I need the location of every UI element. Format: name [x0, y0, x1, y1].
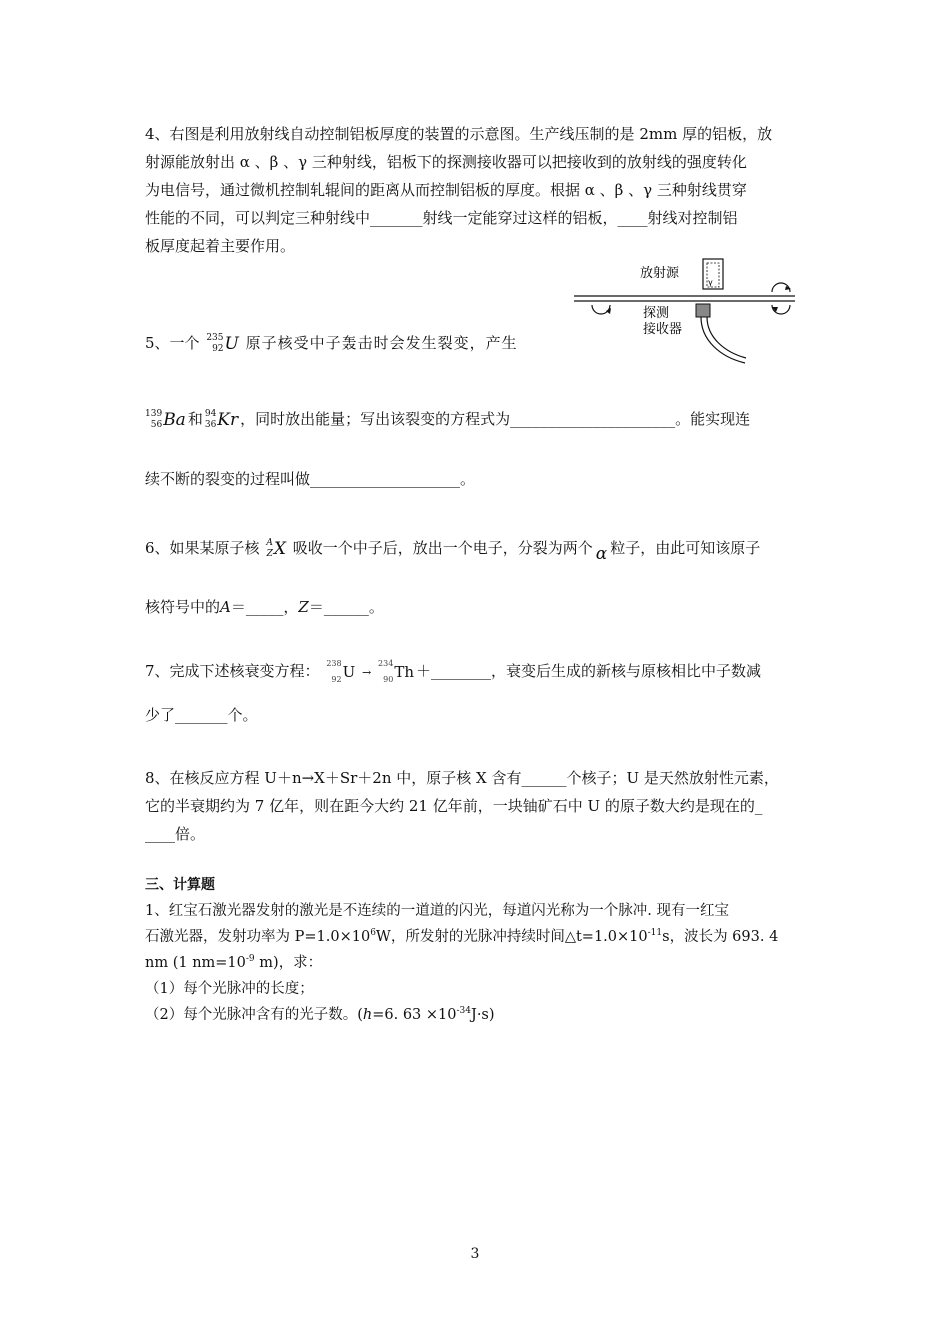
element-symbol: X [273, 539, 286, 559]
exponent: -9 [245, 954, 255, 965]
q5-text: 原子核受中子轰击时会发生裂变，产生 [245, 334, 518, 352]
mass-number: 235 [206, 333, 224, 343]
question-7-line1 [145, 656, 810, 688]
svg-text:γ: γ [708, 278, 713, 287]
q7-text: ＋________，衰变后生成的新核与原核相比中子数减 [416, 662, 762, 680]
calc-text: （2）每个光脉冲含有的光子数。( [145, 1007, 363, 1023]
atomic-number: 36 [204, 420, 217, 430]
element-symbol: Th [394, 663, 414, 681]
atomic-number: 92 [331, 675, 342, 684]
q4-line: 4、右图是利用放射线自动控制铝板厚度的装置的示意图。生产线压制的是 2mm 厚的铝板，放 [145, 125, 773, 143]
calc-text: =6. 63 ×10 [372, 1007, 457, 1023]
question-5-line1 [145, 330, 810, 357]
nuclide-x [266, 536, 286, 562]
calc-text: 石激光器，发射功率为 P=1.0×10 [145, 929, 371, 945]
variable-a: A [220, 598, 231, 616]
atomic-number: Z [266, 549, 273, 559]
q5-prefix: 5、一个 [145, 334, 200, 352]
q4-line: 射源能放射出 α 、β 、γ 三种射线，铝板下的探测接收器可以把接收到的放射线的强度转化 [145, 153, 747, 171]
atomic-number: 92 [212, 344, 224, 354]
conjunction: 和 [187, 410, 203, 428]
q6-text: 吸收一个中子后，放出一个电子，分裂为两个 [292, 539, 593, 557]
calc-text: m)，求： [254, 955, 323, 971]
krypton-nuclide [205, 407, 238, 433]
mass-number: 139 [145, 409, 163, 419]
element-symbol: U [342, 663, 356, 681]
variable-z: Z [298, 598, 309, 616]
sub-question-2 [145, 1002, 810, 1028]
roller-right-bottom-icon [772, 305, 790, 314]
uranium-238-nuclide [326, 656, 355, 688]
q4-line: 板厚度起着主要作用。 [145, 237, 296, 255]
q6-blank-z: ＝______。 [308, 598, 384, 616]
q4-line: 为电信号，通过微机控制轧辊间的距离从而控制铝板的厚度。根据 α 、β 、γ 三种射线贯穿 [145, 181, 747, 199]
q5-text: ，同时放出能量；写出该裂变的方程式为______________________。能实现连 [240, 410, 751, 428]
q8-line: 它的半衰期约为 7 亿年，则在距今大约 21 亿年前，一块铀矿石中 U 的原子数大约是现在的_ [145, 797, 763, 815]
mass-number: 238 [326, 659, 342, 668]
reaction-arrow: → [362, 666, 372, 679]
atomic-number: 56 [150, 420, 163, 430]
detector-box-icon [696, 304, 710, 317]
planck-symbol: h [362, 1007, 373, 1023]
calc-text: W，所发射的光脉冲持续时间△t=1.0×10 [375, 929, 648, 945]
q6-text: 核符号中的 [145, 598, 221, 616]
q6-text: 粒子，由此可知该原子 [610, 539, 761, 557]
question-6-line2 [145, 594, 810, 620]
page-number: 3 [470, 1246, 480, 1262]
q6-prefix: 6、如果某原子核 [145, 539, 260, 557]
barium-nuclide [145, 407, 186, 433]
mass-number: A [266, 538, 273, 548]
calc-line: 1、红宝石激光器发射的激光是不连续的一道道的闪光，每道闪光称为一个脉冲. 现有一红宝 [145, 903, 729, 919]
element-symbol: Ba [163, 410, 186, 430]
calc-line [145, 950, 810, 976]
q8-line: ____倍。 [145, 825, 206, 843]
alpha-symbol: α [595, 544, 608, 564]
uranium-235-nuclide [206, 331, 239, 357]
exponent: -11 [647, 928, 663, 939]
q4-line: 性能的不同，可以判定三种射线中_______射线一定能穿过这样的铝板，____射线对控制铝 [145, 209, 738, 227]
sub-question-1: （1）每个光脉冲的长度； [145, 981, 314, 997]
question-5-line3: 续不断的裂变的过程叫做____________________。 [145, 470, 476, 488]
element-symbol: U [224, 334, 239, 354]
calc-text: J·s) [471, 1007, 495, 1023]
q6-blank-a: ＝_____， [230, 598, 299, 616]
section-heading: 三、计算题 [145, 877, 215, 893]
thorium-234-nuclide [378, 656, 414, 688]
mass-number: 94 [204, 409, 217, 419]
source-label: 放射源 [640, 265, 680, 280]
q7-prefix: 7、完成下述核衰变方程： [145, 662, 320, 680]
question-4 [145, 120, 810, 260]
question-7-line2: 少了_______个。 [145, 706, 258, 724]
question-6-line1 [145, 535, 810, 562]
roller-left-icon [592, 305, 611, 314]
q8-line: 8、在核反应方程 U＋n→X＋Sr＋2n 中，原子核 X 含有______个核子；U 是天然放射性元素， [145, 769, 779, 787]
calc-line [145, 924, 810, 950]
detector-label: 接收器 [643, 321, 683, 336]
radiation-source-icon [703, 259, 723, 289]
calc-question-1 [145, 898, 810, 1028]
thickness-control-diagram [570, 255, 800, 375]
roller-right-top-icon [772, 283, 791, 292]
mass-number: 234 [378, 659, 394, 668]
question-5-line2 [145, 406, 810, 433]
exponent: -34 [456, 1006, 471, 1017]
exponent: 6 [370, 928, 376, 939]
atomic-number: 90 [383, 675, 394, 684]
calc-text: s，波长为 693. 4 [662, 929, 779, 945]
question-8 [145, 764, 810, 848]
element-symbol: Kr [217, 410, 239, 430]
calc-text: nm (1 nm=10 [145, 955, 246, 971]
detector-label: 探测 [643, 305, 670, 320]
